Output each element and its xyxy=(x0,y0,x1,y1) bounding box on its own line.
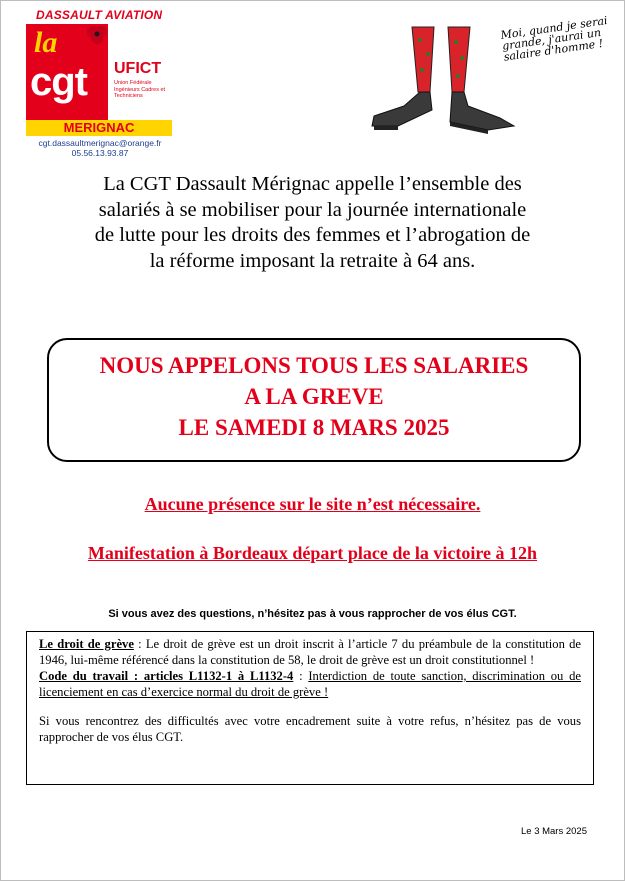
shoes-illustration-icon xyxy=(368,22,518,152)
contact-email: cgt.dassaultmerignac@orange.fr xyxy=(38,138,162,148)
intro-line: de lutte pour les droits des femmes et l’abrogation de xyxy=(94,224,531,246)
intro-line: la réforme imposant la retraite à 64 ans. xyxy=(149,249,476,272)
contact-phone: 05.56.13.93.87 xyxy=(71,148,129,158)
presence-note: Aucune présence sur le site n’est nécessaire. xyxy=(144,494,481,514)
labor-code-text: Interdiction de toute sanction, discrimination ou de licenciement en cas d’exercice normal du droit de grève ! xyxy=(39,669,581,699)
strike-right-title: Le droit de grève xyxy=(39,637,134,651)
logo-ufict-text: UFICT xyxy=(114,60,162,77)
org-name: DASSAULT AVIATION xyxy=(36,8,163,22)
strike-callout-box xyxy=(47,338,581,462)
labor-code-separator: : xyxy=(293,669,309,683)
logo-cgt-text: cgt xyxy=(30,60,87,104)
callout-line: LE SAMEDI 8 MARS 2025 xyxy=(178,415,450,440)
labor-code-paragraph xyxy=(39,668,581,700)
cartoon-quote: Moi, quand je serai grande, j'aurai un salaire d'homme ! xyxy=(499,14,609,64)
intro-line: La CGT Dassault Mérignac appelle l’ensemble des xyxy=(103,173,522,195)
labor-code-title: Code du travail : articles L1132-1 à L1132-4 xyxy=(39,669,294,683)
poppy-flower-icon xyxy=(84,22,110,48)
legal-info-box xyxy=(26,631,594,785)
strike-right-paragraph xyxy=(39,636,581,668)
strike-right-text: : Le droit de grève est un droit inscrit à l’article 7 du préambule de la constitution de 1946, lui-même référencé dans la constitution de 58, le droit de grève est un droit constitutionnel ! xyxy=(39,637,581,667)
document-date: Le 3 Mars 2025 xyxy=(520,826,587,837)
callout-line: A LA GREVE xyxy=(244,384,384,409)
callout-line: NOUS APPELONS TOUS LES SALARIES xyxy=(99,353,529,378)
logo-city: MERIGNAC xyxy=(63,120,135,135)
logo-la-text: la xyxy=(34,26,58,59)
logo-ufict-subtitle: Union Fédérale Ingénieurs Cadres et Techniciens xyxy=(114,80,166,99)
difficulties-paragraph: Si vous rencontrez des difficultés avec votre encadrement suite à votre refus, n’hésitez pas de vous rapprocher de vos élus CGT. xyxy=(39,714,581,744)
intro-paragraph xyxy=(40,172,585,274)
questions-notice: Si vous avez des questions, n’hésitez pas à vous rapprocher de vos élus CGT. xyxy=(108,608,517,620)
demonstration-info: Manifestation à Bordeaux départ place de la victoire à 12h xyxy=(87,543,538,563)
cgt-logo xyxy=(26,24,172,136)
intro-line: salariés à se mobiliser pour la journée internationale xyxy=(98,198,527,221)
